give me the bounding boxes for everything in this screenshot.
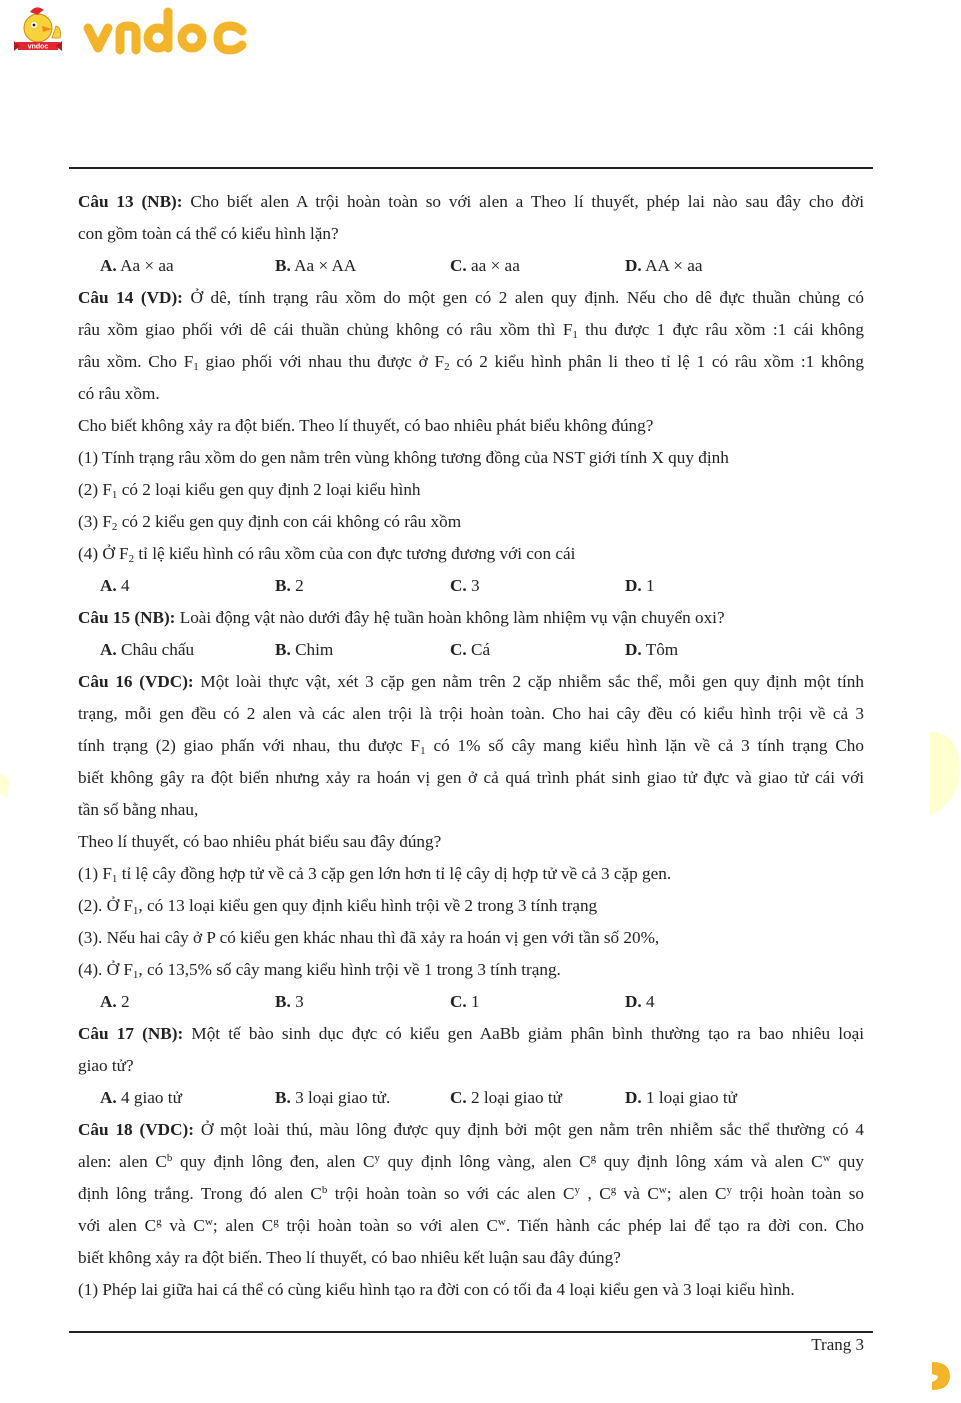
option-d[interactable]: D. 1 (625, 576, 655, 595)
option-a[interactable]: A. 4 (100, 576, 130, 595)
option-b[interactable]: B. 2 (275, 576, 304, 595)
decorative-orange-shape (930, 1360, 952, 1392)
option-d[interactable]: D. 4 (625, 992, 655, 1011)
option-b[interactable]: B. 3 (275, 992, 304, 1011)
option-b[interactable]: B. 3 loại giao tử. (275, 1088, 391, 1107)
question-17: Câu 17 (NB): Một tế bào sinh dục đực có kiểu gen AaBb giảm phân bình thường tạo ra bao nhiêu loại giao tử? A. 4 giao tử B. 3 loại giao tử. C. 2 loại giao tử D. 1 loại giao tử (78, 1018, 864, 1114)
option-b[interactable]: B. Aa × AA (275, 256, 357, 275)
question-text: Loài động vật nào dưới đây hệ tuần hoàn không làm nhiệm vụ vận chuyển oxi? (179, 608, 725, 627)
footer-rule (69, 1331, 873, 1333)
option-d[interactable]: D. Tôm (625, 640, 679, 659)
question-text: Một tế bào sinh dục đực có kiểu gen AaBb giảm phân bình thường tạo ra bao nhiêu loại (191, 1024, 865, 1043)
answer-options (78, 634, 864, 666)
question-label: Câu 16 (VDC): (78, 672, 194, 691)
question-18: Câu 18 (VDC): Ở một loài thú, màu lông được quy định bởi một gen nằm trên nhiễm sắc thể thường có 4 alen: alen $C^b$ quy định lông đen, alen $C^y$ quy định lông vàng, alen $C^g$ quy định lông xám và alen $C^w$ quy định lông trắng. Trong đó alen $C^b$ trội hoàn toàn so với các alen $C^y$ , $C^g$ và $C^w$; alen $C^y$ trội hoàn toàn so với alen $C^g$ và $C^w$; alen $C^g$ trội hoàn toàn so với alen $C^w$. Tiến hành các phép lai để tạo ra đời con. Cho biết không xảy ra đột biến. Theo lí thuyết, có bao nhiêu kết luận sau đây đúng? (1) Phép lai giữa hai cá thể có cùng kiểu hình tạo ra đời con có tối đa 4 loại kiểu gen và 3 loại kiểu hình. (78, 1120, 864, 1299)
vndoc-logo[interactable] (12, 4, 252, 56)
option-a[interactable]: A. 2 (100, 992, 130, 1011)
question-label: Câu 13 (NB): (78, 192, 183, 211)
document-body (78, 186, 864, 1306)
decorative-half-circle (928, 730, 961, 818)
question-label: Câu 14 (VD): (78, 288, 183, 307)
option-d[interactable]: D. 1 loại giao tử (625, 1088, 737, 1107)
answer-options (78, 986, 864, 1018)
question-text: Ở một loài thú, màu lông được quy định bởi một gen nằm trên nhiễm sắc thể thường có 4 (200, 1120, 864, 1139)
question-text: Một loài thực vật, xét 3 cặp gen nằm trên 2 cặp nhiễm sắc thể, mỗi gen quy định một tính (200, 672, 864, 691)
question-16: Câu 16 (VDC): Một loài thực vật, xét 3 cặp gen nằm trên 2 cặp nhiễm sắc thể, mỗi gen quy định một tính trạng, mỗi gen đều có 2 alen và các alen trội là trội hoàn toàn. Cho hai cây đều có kiểu hình trội về cả 3 tính trạng (2) giao phấn với nhau, thu được $F_1$ có 1% số cây mang kiểu hình lặn về cả 3 tính trạng Cho biết không gây ra đột biến nhưng xảy ra hoán vị gen ở cả quá trình phát sinh giao tử đực và giao tử cái với tần số bằng nhau, Theo lí thuyết, có bao nhiêu phát biểu sau đây đúng? (1) $F_1$ tỉ lệ cây đồng hợp tử về cả 3 cặp gen lớn hơn tỉ lệ cây dị hợp tử về cả 3 cặp gen. (2). Ở $F_1$, có 13 loại kiểu gen quy định kiểu hình trội về 2 trong 3 tính trạng (3). Nếu hai cây ở P có kiểu gen khác nhau thì đã xảy ra hoán vị gen với tần số 20%, (4). Ở $F_1$, có 13,5% số cây mang kiểu hình trội về 1 trong 3 tính trạng. A. 2 B. 3 C. 1 D. 4 (78, 666, 864, 1018)
answer-options (78, 570, 864, 602)
option-c[interactable]: C. 3 (450, 576, 480, 595)
option-d[interactable]: D. AA × aa (625, 256, 703, 275)
question-text: Ở dê, tính trạng râu xồm do một gen có 2 alen quy định. Nếu cho dê đực thuần chủng có (190, 288, 865, 307)
question-text: Cho biết alen A trội hoàn toàn so với alen a Theo lí thuyết, phép lai nào sau đây cho đời (190, 192, 864, 211)
question-14: Câu 14 (VD): Ở dê, tính trạng râu xồm do một gen có 2 alen quy định. Nếu cho dê đực thuần chủng có râu xồm giao phối với dê cái thuần chủng không có râu xồm thì $F_1$ thu được 1 đực râu xồm :1 cái không râu xồm. Cho $F_1$ giao phối với nhau thu được ở $F_2$ có 2 kiểu hình phân li theo tỉ lệ 1 có râu xồm :1 không có râu xồm. Cho biết không xảy ra đột biến. Theo lí thuyết, có bao nhiêu phát biểu không đúng? (1) Tính trạng râu xồm do gen nằm trên vùng không tương đồng của NST giới tính X quy định (2) $F_1$ có 2 loại kiểu gen quy định 2 loại kiểu hình (3) $F_2$ có 2 kiểu gen quy định con cái không có râu xồm (4) Ở $F_2$ tỉ lệ kiểu hình có râu xồm của con đực tương đương với con cái A. 4 B. 2 C. 3 D. 1 (78, 282, 864, 602)
page-number: Trang 3 (811, 1335, 864, 1354)
header-rule (69, 167, 873, 169)
answer-options (78, 1082, 864, 1114)
decorative-shape-left (0, 770, 14, 800)
option-c[interactable]: C. 2 loại giao tử (450, 1088, 562, 1107)
option-c[interactable]: C. aa × aa (450, 256, 520, 275)
option-a[interactable]: A. 4 giao tử (100, 1088, 182, 1107)
vndoc-logo-graphic (12, 4, 252, 56)
question-15 (78, 602, 864, 666)
answer-options (78, 250, 864, 282)
option-c[interactable]: C. Cá (450, 640, 491, 659)
option-c[interactable]: C. 1 (450, 992, 480, 1011)
option-a[interactable]: A. Aa × aa (100, 256, 174, 275)
option-b[interactable]: B. Chim (275, 640, 334, 659)
question-text: con gồm toàn cá thể có kiểu hình lặn? (78, 224, 339, 243)
vndoc-badge-text: vndoc (27, 43, 49, 51)
question-label: Câu 18 (VDC): (78, 1120, 194, 1139)
question-13 (78, 186, 864, 282)
question-label: Câu 15 (NB): (78, 608, 176, 627)
question-label: Câu 17 (NB): (78, 1024, 184, 1043)
option-a[interactable]: A. Châu chấu (100, 640, 195, 659)
